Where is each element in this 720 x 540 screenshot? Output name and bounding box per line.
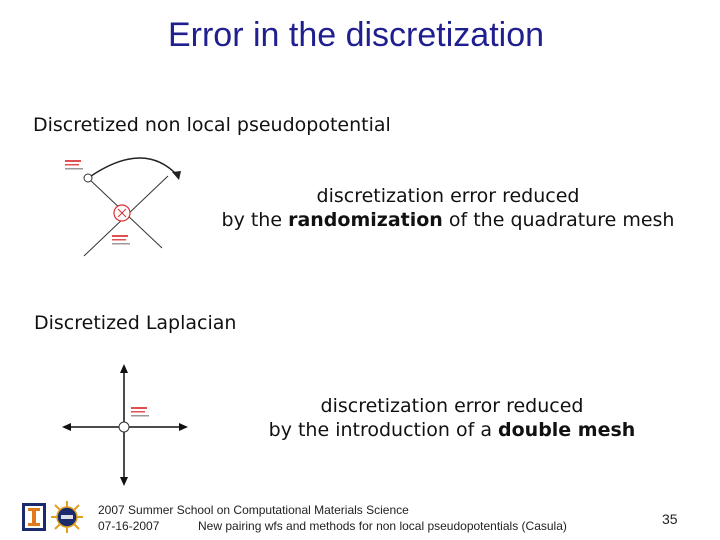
tiny-caption-bottom bbox=[112, 235, 130, 245]
laplacian-note bbox=[258, 394, 646, 442]
tiny-caption-laplacian bbox=[131, 407, 149, 417]
tiny-caption-top bbox=[65, 160, 83, 170]
laplacian-note-line2: by the introduction of a double mesh bbox=[268, 419, 636, 441]
emphasis-double-mesh: double mesh bbox=[498, 419, 636, 441]
laplacian-note-line1: discretization error reduced bbox=[320, 395, 584, 417]
arrow-down-icon bbox=[120, 477, 128, 486]
section-heading-pseudopotential: Discretized non local pseudopotential bbox=[33, 114, 391, 136]
emphasis-randomization: randomization bbox=[288, 209, 443, 231]
arrow-left-icon bbox=[62, 423, 71, 431]
illinois-logo bbox=[22, 503, 46, 531]
arrow-right-icon bbox=[179, 423, 188, 431]
section-heading-laplacian: Discretized Laplacian bbox=[34, 312, 237, 334]
quadrature-point bbox=[84, 174, 92, 182]
footer-date: 07-16-2007 bbox=[98, 519, 160, 533]
rotation-arc bbox=[91, 158, 178, 176]
slide-title: Error in the discretization bbox=[167, 16, 545, 54]
pseudopotential-note bbox=[205, 184, 691, 232]
laplacian-center-point bbox=[119, 422, 129, 432]
arrow-up-icon bbox=[120, 364, 128, 373]
footer-talk-title: New pairing wfs and methods for non local pseudopotentials (Casula) bbox=[198, 519, 567, 533]
ncsa-sun-logo bbox=[50, 500, 84, 534]
arrowhead-icon bbox=[172, 171, 181, 180]
pseudopotential-note-line2: by the randomization of the quadrature mesh bbox=[221, 209, 675, 231]
footer-conference: 2007 Summer School on Computational Materials Science bbox=[98, 503, 409, 517]
page-number: 35 bbox=[662, 511, 678, 527]
pseudopotential-note-line1: discretization error reduced bbox=[316, 185, 580, 207]
